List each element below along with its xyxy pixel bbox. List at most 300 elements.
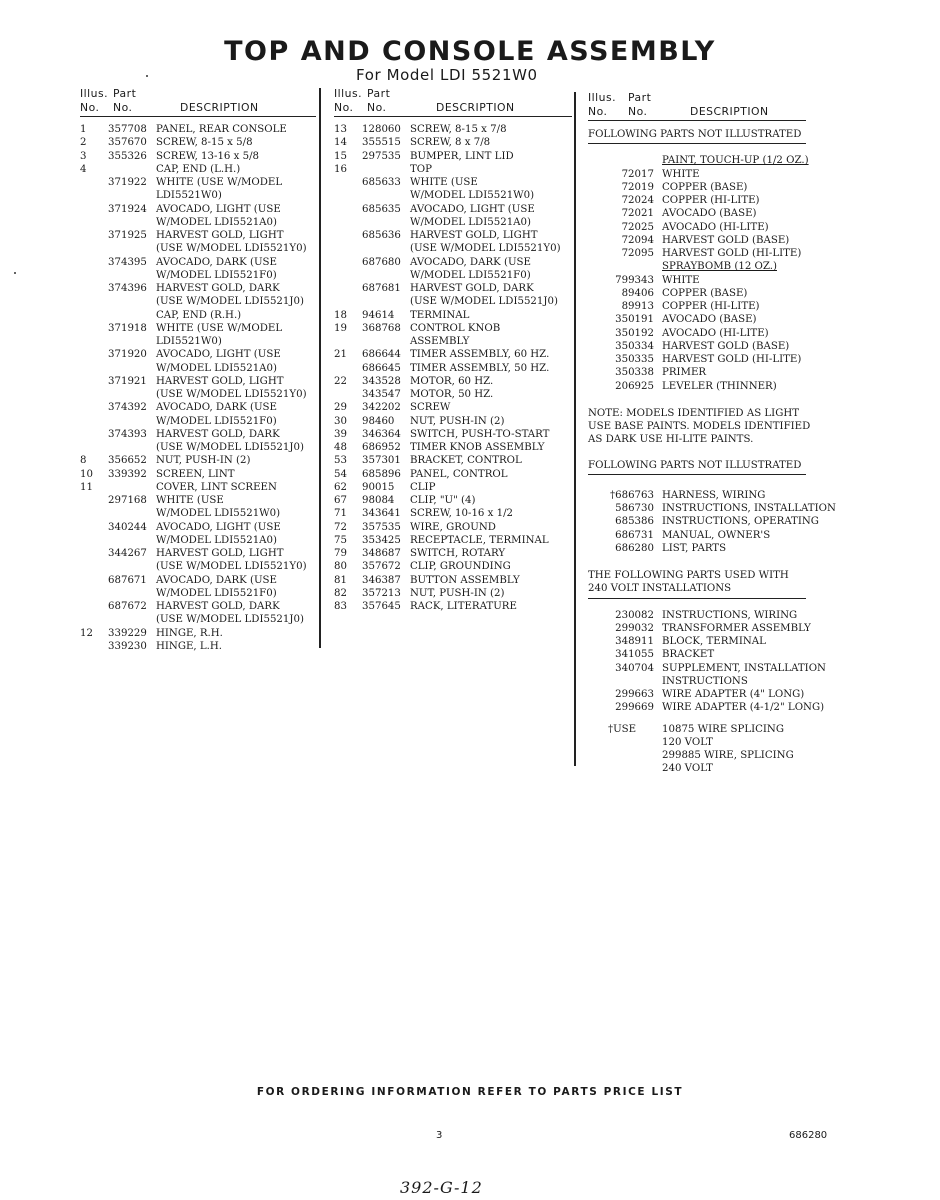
part-number: 371920: [108, 349, 147, 361]
part-description: AVOCADO, DARK (USE: [156, 402, 277, 414]
part-description: LIST, PARTS: [662, 542, 727, 554]
illus-number: 80: [334, 561, 347, 573]
table-row: [588, 622, 838, 635]
part-number: [362, 295, 410, 308]
table-row: [334, 295, 572, 308]
part-number: [108, 415, 156, 428]
table-row: [588, 515, 838, 528]
illus-number: [80, 362, 108, 375]
illus-number: 30: [334, 415, 347, 427]
table-row: [80, 335, 316, 348]
paint-note: [588, 407, 838, 447]
part-number: [108, 560, 156, 573]
part-description: PANEL, CONTROL: [410, 468, 508, 480]
part-number: 686731: [615, 529, 654, 541]
part-number: [108, 295, 156, 308]
part-number: 344267: [108, 548, 147, 559]
part-number: 685386: [615, 516, 654, 528]
part-description: HINGE, L.H.: [156, 640, 222, 652]
240-volt-list: [588, 609, 838, 715]
table-row: [588, 181, 838, 194]
table-row: [334, 322, 572, 335]
part-number: 357645: [362, 601, 401, 612]
part-number: [108, 163, 156, 176]
illus-number: [334, 242, 362, 255]
table-row: [80, 441, 316, 454]
part-no-label: No.: [628, 105, 648, 118]
table-row: [588, 353, 838, 366]
part-description: W/MODEL LDI5521A0): [156, 216, 277, 228]
table-row: [588, 688, 838, 701]
part-description: WIRE, GROUND: [410, 521, 496, 533]
illus-no-label: No.: [80, 101, 100, 114]
table-row: [588, 648, 838, 661]
part-description: INSTRUCTIONS: [662, 675, 748, 687]
part-description: WHITE (USE: [410, 177, 478, 188]
part-description: W/MODEL LDI5521F0): [156, 269, 277, 281]
illus-number: [334, 229, 362, 242]
part-description: PANEL, REAR CONSOLE: [156, 124, 287, 135]
illus-number: 10: [80, 468, 93, 480]
illus-number: [80, 428, 108, 441]
part-description: SCREEN, LINT: [156, 468, 235, 480]
part-number: 299669: [615, 702, 654, 714]
part-description: (USE W/MODEL LDI5521J0): [156, 614, 304, 626]
part-description: AVOCADO (BASE): [662, 314, 757, 326]
part-number: 357535: [362, 521, 401, 533]
footnote-line: 299885 WIRE, SPLICING: [662, 750, 794, 761]
table-row: [334, 348, 572, 361]
part-number: 350335: [615, 354, 654, 365]
part-number: 353425: [362, 534, 401, 546]
part-description: (USE W/MODEL LDI5521Y0): [410, 243, 561, 255]
part-description: (USE W/MODEL LDI5521J0): [410, 296, 558, 308]
part-number: 339229: [108, 627, 147, 639]
part-description: CLIP, GROUNDING: [410, 561, 511, 573]
table-row: [80, 613, 316, 626]
part-description: LDI5521W0): [156, 190, 222, 202]
illus-number: 16: [334, 163, 347, 175]
part-description: TRANSFORMER ASSEMBLY: [662, 622, 811, 634]
table-row: [588, 609, 838, 622]
illus-number: [334, 269, 362, 282]
part-description: AVOCADO, DARK (USE: [156, 574, 277, 586]
part-number: 368768: [362, 322, 401, 334]
table-row: [80, 216, 316, 229]
illus-number: [80, 203, 108, 216]
part-description: HARVEST GOLD, DARK: [156, 428, 280, 440]
not-illustrated-list: [588, 489, 838, 555]
part-description: HARVEST GOLD, DARK: [156, 283, 280, 294]
part-number: 685633: [362, 177, 401, 188]
part-description: TIMER ASSEMBLY, 50 HZ.: [410, 362, 550, 374]
table-row: [80, 547, 316, 560]
part-number: 374395: [108, 256, 147, 268]
part-number: 98460: [362, 415, 395, 427]
part-number: 355326: [108, 150, 147, 162]
illus-number: 22: [334, 375, 347, 387]
illus-number: [334, 388, 362, 401]
part-number: 799343: [615, 274, 654, 286]
illus-number: [80, 534, 108, 547]
part-description: INSTRUCTIONS, OPERATING: [662, 516, 819, 528]
part-number: 72094: [621, 234, 654, 246]
part-number: [108, 587, 156, 600]
table-row: [80, 454, 316, 467]
part-description: NUT, PUSH-IN (2): [410, 587, 505, 599]
part-description: AVOCADO (BASE): [662, 208, 757, 220]
part-number: [108, 309, 156, 322]
table-row: [80, 534, 316, 547]
part-description: SUPPLEMENT, INSTALLATION: [662, 662, 826, 674]
part-description: CONTROL KNOB: [410, 322, 501, 334]
part-number: 98084: [362, 495, 395, 506]
parts-column-2: [334, 86, 572, 613]
part-number: 371918: [108, 322, 147, 334]
table-row: [80, 481, 316, 494]
illus-number: [334, 362, 362, 375]
part-number: [362, 216, 410, 229]
part-number: [362, 163, 410, 176]
part-description: TERMINAL: [410, 309, 470, 321]
part-description: WHITE: [662, 168, 700, 180]
table-row: [588, 274, 838, 287]
footnote-mark: †USE: [608, 723, 637, 735]
table-row: [80, 507, 316, 520]
table-row: [80, 388, 316, 401]
part-number: 90015: [362, 481, 395, 493]
illus-number: [80, 256, 108, 269]
part-number: 357213: [362, 587, 401, 599]
part-description: W/MODEL LDI5521A0): [156, 362, 277, 374]
part-description: CLIP, "U" (4): [410, 495, 476, 506]
illus-number: [80, 521, 108, 534]
illus-number: 71: [334, 508, 347, 520]
table-row: [588, 701, 838, 714]
column-header: [334, 86, 572, 117]
illus-number: [80, 242, 108, 255]
illus-number: [80, 375, 108, 388]
page-title: TOP AND CONSOLE ASSEMBLY: [224, 36, 716, 67]
part-description: HARVEST GOLD (HI-LITE): [662, 248, 802, 259]
part-description: SCREW, 10-16 x 1/2: [410, 508, 514, 520]
table-row: [80, 375, 316, 388]
table-row: [334, 494, 572, 507]
part-number: 348911: [615, 636, 654, 647]
ordering-footer: FOR ORDERING INFORMATION REFER TO PARTS PRICE LIST: [256, 1086, 684, 1098]
illus-number: [80, 295, 108, 308]
table-row: [588, 675, 838, 688]
table-row: [80, 640, 316, 653]
table-row: [80, 600, 316, 613]
illus-number: [80, 640, 108, 653]
part-number: [362, 269, 410, 282]
footnote-row: [588, 749, 838, 762]
illus-number: 83: [334, 601, 347, 612]
illus-number: [80, 507, 108, 520]
part-description: AVOCADO, LIGHT (USE: [156, 521, 281, 533]
part-number: 206925: [615, 380, 654, 392]
table-row: [334, 600, 572, 613]
part-description: HARNESS, WIRING: [662, 489, 766, 501]
part-number: 356652: [108, 455, 147, 467]
footnote-line: 10875 WIRE SPLICING: [662, 723, 784, 735]
part-number: 685636: [362, 230, 401, 241]
table-row: [80, 189, 316, 202]
table-row: [334, 309, 572, 322]
table-row: [334, 547, 572, 560]
part-number: 350192: [615, 327, 654, 339]
part-description: (USE W/MODEL LDI5521Y0): [156, 243, 307, 255]
part-description: SCREW, 13-16 x 5/8: [156, 150, 260, 162]
table-row: [80, 401, 316, 414]
illus-number: [334, 335, 362, 348]
part-number: 348687: [362, 548, 401, 559]
part-number: 374392: [108, 402, 147, 414]
table-row: [80, 242, 316, 255]
spray-heading-row: [588, 260, 838, 273]
part-description: (USE W/MODEL LDI5521J0): [156, 296, 304, 308]
part-number: 371925: [108, 230, 147, 241]
part-number: 686952: [362, 442, 401, 453]
table-row: [334, 375, 572, 388]
part-number: 357301: [362, 455, 401, 467]
page-subtitle: For Model LDI 5521W0: [356, 66, 538, 84]
table-row: [80, 150, 316, 163]
part-number: 371922: [108, 177, 147, 188]
footnote-line: 240 VOLT: [662, 763, 713, 775]
table-row: [334, 229, 572, 242]
part-number: 230082: [615, 609, 654, 621]
part-number: [108, 242, 156, 255]
part-number: 343641: [362, 508, 401, 520]
part-number: [362, 189, 410, 202]
illus-number: 1: [80, 124, 87, 135]
illus-number: 67: [334, 495, 347, 506]
table-row: [588, 168, 838, 181]
illus-number: 8: [80, 455, 87, 467]
table-row: [334, 587, 572, 600]
table-row: [588, 366, 838, 379]
illus-number: [80, 348, 108, 361]
illus-number: [80, 574, 108, 587]
section-title-not-illustrated-2: FOLLOWING PARTS NOT ILLUSTRATED: [588, 459, 806, 475]
part-number: [588, 675, 662, 688]
column-divider: [319, 88, 321, 648]
part-description: BUMPER, LINT LID: [410, 150, 514, 162]
illus-number: 4: [80, 163, 87, 175]
illus-number: [334, 282, 362, 295]
table-row: [334, 560, 572, 573]
part-description: HARVEST GOLD, LIGHT: [156, 548, 284, 559]
stray-mark: [14, 272, 16, 274]
part-number: 340704: [615, 662, 654, 674]
part-number: [362, 335, 410, 348]
part-number: 686280: [615, 542, 654, 554]
part-number: 342202: [362, 402, 401, 414]
table-row: [588, 327, 838, 340]
part-description: SCREW: [410, 402, 451, 414]
table-row: [80, 521, 316, 534]
part-number: 357672: [362, 561, 401, 573]
illus-no-label: No.: [334, 101, 354, 114]
part-label: Part: [113, 87, 137, 100]
part-description: SCREW, 8 x 7/8: [410, 137, 491, 149]
illus-number: 14: [334, 137, 347, 149]
column-header: [588, 90, 838, 120]
part-number: [108, 441, 156, 454]
table-row: [588, 221, 838, 234]
illus-number: [80, 189, 108, 202]
part-description: COVER, LINT SCREEN: [156, 481, 277, 493]
part-description: COPPER (HI-LITE): [662, 195, 760, 206]
table-row: [334, 189, 572, 202]
illus-number: 19: [334, 322, 347, 334]
part-number: 343528: [362, 375, 401, 387]
column-header: [80, 86, 316, 117]
table-row: [334, 150, 572, 163]
table-row: [334, 415, 572, 428]
illus-number: [80, 335, 108, 348]
part-number: 350191: [615, 314, 654, 326]
table-row: [80, 229, 316, 242]
part-description: CAP, END (L.H.): [156, 163, 241, 175]
part-number: 72024: [621, 195, 654, 206]
part-number: [108, 481, 156, 494]
part-description: (USE W/MODEL LDI5521Y0): [156, 389, 307, 400]
part-number: [108, 507, 156, 520]
part-description: COPPER (BASE): [662, 181, 748, 193]
illus-number: 21: [334, 349, 347, 361]
table-row: [334, 574, 572, 587]
table-row: [334, 401, 572, 414]
column-divider: [574, 92, 576, 766]
part-description: BRACKET: [662, 649, 715, 661]
illus-number: [80, 401, 108, 414]
part-number: 686645: [362, 362, 401, 374]
document-number: 686280: [789, 1130, 828, 1141]
part-description: WHITE (USE W/MODEL: [156, 177, 283, 188]
paint-heading: PAINT, TOUCH-UP (1/2 OZ.): [662, 155, 809, 167]
part-number: 94614: [362, 309, 395, 321]
part-description: CAP, END (R.H.): [156, 309, 242, 321]
part-number: 374396: [108, 283, 147, 294]
part-number: [108, 269, 156, 282]
table-row: [80, 468, 316, 481]
illus-number: [80, 560, 108, 573]
part-description: BRACKET, CONTROL: [410, 455, 522, 467]
table-row: [334, 335, 572, 348]
part-description: SWITCH, ROTARY: [410, 548, 506, 559]
part-description: COPPER (BASE): [662, 287, 748, 299]
table-row: [334, 269, 572, 282]
part-number: [362, 242, 410, 255]
table-row: [80, 309, 316, 322]
illus-label: Illus.: [80, 87, 109, 100]
illus-number: 62: [334, 481, 347, 493]
section-title-240-volt: [588, 569, 806, 599]
part-number: 371924: [108, 203, 147, 215]
illus-no-label: No.: [588, 105, 608, 118]
part-description: HARVEST GOLD (BASE): [662, 340, 790, 352]
part-description: TIMER KNOB ASSEMBLY: [410, 442, 545, 453]
part-description: (USE W/MODEL LDI5521J0): [156, 442, 304, 453]
table-row: [334, 481, 572, 494]
spray-heading: SPRAYBOMB (12 OZ.): [662, 261, 777, 273]
table-row: [334, 362, 572, 375]
part-number: 72025: [621, 221, 654, 233]
part-number: 72021: [621, 208, 654, 220]
footnote-row: [588, 762, 838, 775]
part-number: 346364: [362, 428, 401, 440]
illus-number: 39: [334, 428, 347, 440]
part-description: HARVEST GOLD, LIGHT: [156, 375, 284, 387]
part-description: BLOCK, TERMINAL: [662, 636, 766, 647]
parts-list: [334, 123, 572, 613]
part-number: 339392: [108, 468, 147, 480]
footnote-row: [588, 736, 838, 749]
part-description: WHITE: [662, 274, 700, 286]
table-row: [80, 322, 316, 335]
part-description: W/MODEL LDI5521F0): [156, 587, 277, 599]
table-row: [588, 300, 838, 313]
part-description: CLIP: [410, 481, 436, 493]
table-row: [588, 247, 838, 260]
table-row: [588, 340, 838, 353]
part-number: 72017: [621, 168, 654, 180]
table-row: [80, 123, 316, 136]
stray-mark: [146, 75, 148, 77]
part-number: 341055: [615, 649, 654, 661]
table-row: [334, 176, 572, 189]
illus-number: [80, 494, 108, 507]
table-row: [588, 287, 838, 300]
part-number: 72095: [621, 248, 654, 259]
table-row: [334, 216, 572, 229]
part-description: MOTOR, 60 HZ.: [410, 375, 494, 387]
part-description: WIRE ADAPTER (4" LONG): [662, 689, 805, 700]
part-description: WIRE ADAPTER (4-1/2" LONG): [662, 702, 825, 714]
table-row: [334, 163, 572, 176]
part-description: SCREW, 8-15 x 7/8: [410, 124, 507, 135]
part-description: W/MODEL LDI5521W0): [156, 508, 281, 520]
table-row: [588, 502, 838, 515]
paint-list: [588, 168, 838, 261]
part-number: 297168: [108, 495, 147, 506]
illus-number: [334, 216, 362, 229]
part-number: [108, 216, 156, 229]
table-row: [334, 123, 572, 136]
part-number: †686763: [610, 489, 654, 501]
part-description: TIMER ASSEMBLY, 60 HZ.: [410, 349, 550, 361]
part-no-label: No.: [113, 101, 133, 114]
table-row: [80, 203, 316, 216]
part-description: (USE W/MODEL LDI5521Y0): [156, 561, 307, 573]
part-number: [108, 613, 156, 626]
table-row: [80, 627, 316, 640]
illus-number: [80, 269, 108, 282]
table-row: [334, 282, 572, 295]
part-description: WHITE (USE: [156, 495, 224, 506]
part-description: BUTTON ASSEMBLY: [410, 574, 520, 586]
part-number: [108, 362, 156, 375]
part-description: NUT, PUSH-IN (2): [156, 455, 251, 467]
part-number: 357708: [108, 124, 147, 135]
table-row: [80, 560, 316, 573]
part-description: AVOCADO (HI-LITE): [662, 327, 769, 339]
part-description: PRIMER: [662, 367, 707, 379]
part-description: SCREW, 8-15 x 5/8: [156, 137, 253, 149]
